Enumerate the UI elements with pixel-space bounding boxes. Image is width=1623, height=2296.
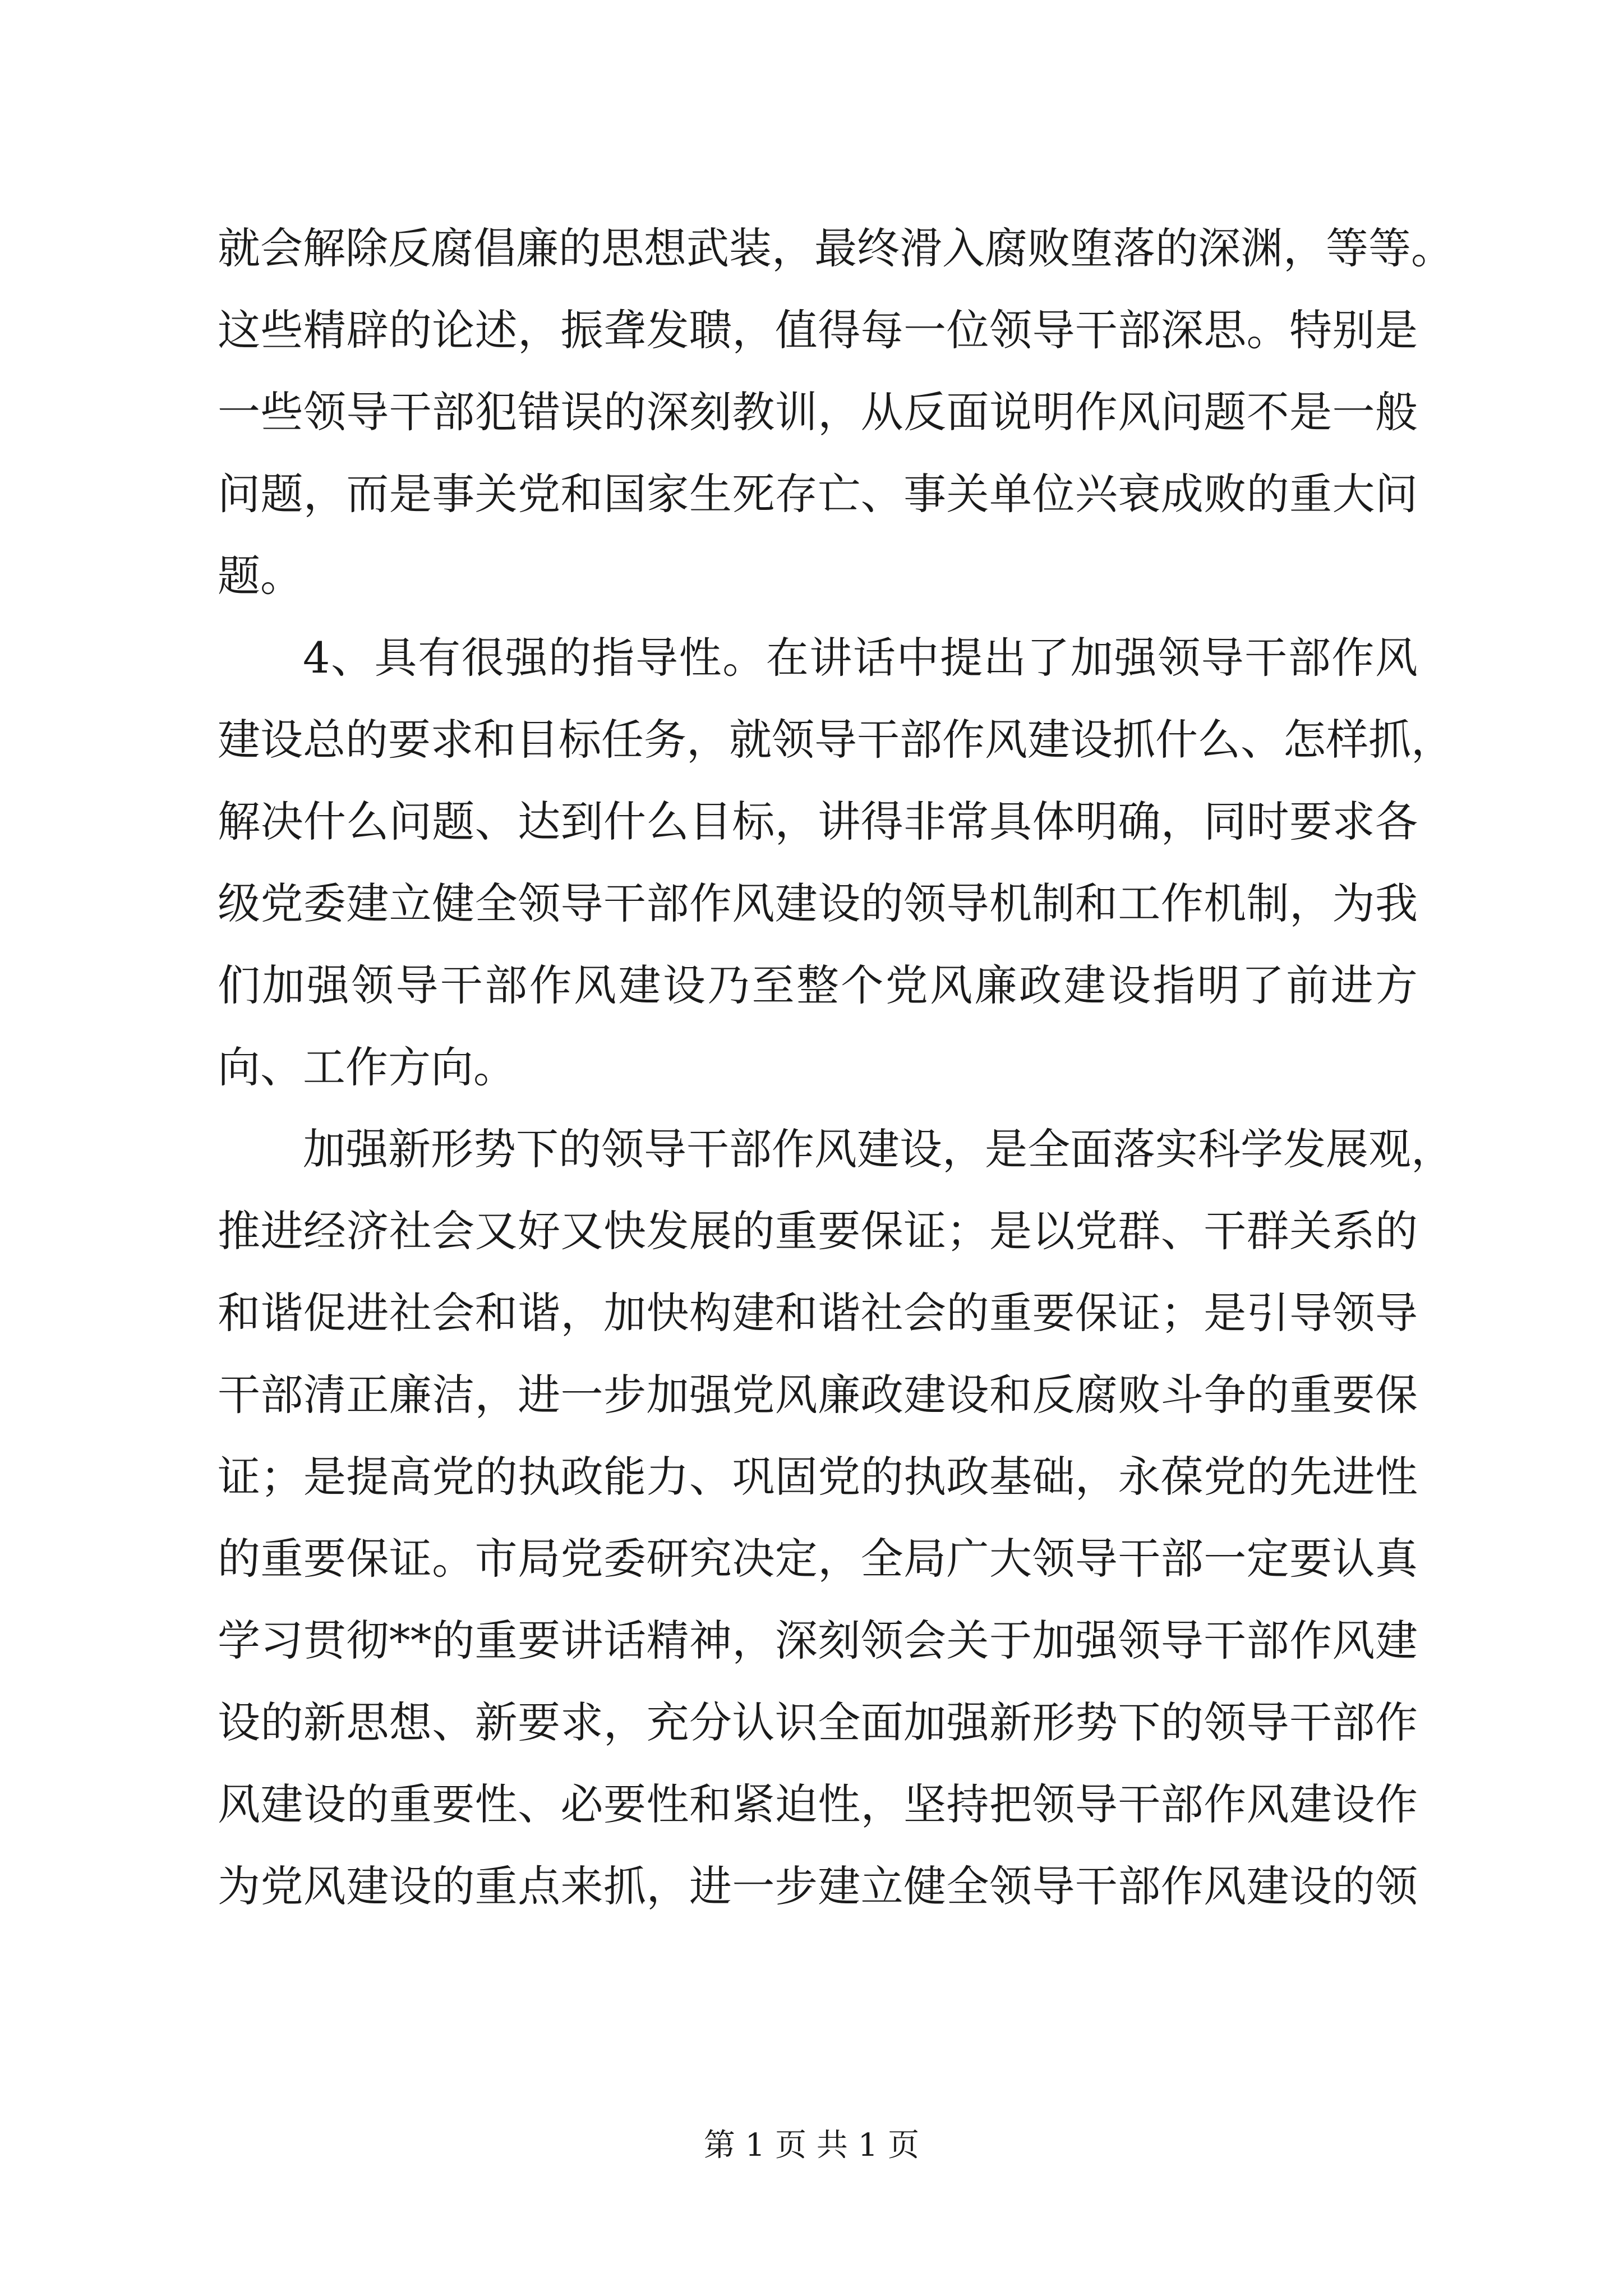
paragraph — [218, 617, 1454, 1108]
text-line: 和谐促进社会和谐，加快构建和谐社会的重要保证；是引导领导 — [218, 1288, 1418, 1338]
text-line: 问题，而是事关党和国家生死存亡、事关单位兴衰成败的重大问 — [218, 469, 1418, 519]
document-body — [218, 208, 1454, 1927]
text-line: 风建设的重要性、必要性和紧迫性，坚持把领导干部作风建设作 — [218, 1779, 1418, 1829]
text-line: 证；是提高党的执政能力、巩固党的执政基础，永葆党的先进性 — [218, 1452, 1418, 1502]
text-line: 建设总的要求和目标任务，就领导干部作风建设抓什么、怎样抓， — [218, 715, 1454, 765]
text-line: 干部清正廉洁，进一步加强党风廉政建设和反腐败斗争的重要保 — [218, 1370, 1418, 1420]
text-line: 为党风建设的重点来抓，进一步建立健全领导干部作风建设的领 — [218, 1861, 1418, 1911]
text-line: 们加强领导干部作风建设乃至整个党风廉政建设指明了前进方 — [218, 960, 1418, 1010]
text-line: 级党委建立健全领导干部作风建设的领导机制和工作机制，为我 — [218, 878, 1418, 928]
text-line: 题。 — [218, 551, 303, 601]
text-line: 解决什么问题、达到什么目标，讲得非常具体明确，同时要求各 — [218, 797, 1418, 846]
text-line: 就会解除反腐倡廉的思想武装，最终滑入腐败堕落的深渊，等等。 — [218, 223, 1454, 273]
text-line: 的重要保证。市局党委研究决定，全局广大领导干部一定要认真 — [218, 1534, 1418, 1584]
text-line: 加强新形势下的领导干部作风建设，是全面落实科学发展观， — [303, 1124, 1454, 1174]
text-line: 一些领导干部犯错误的深刻教训，从反面说明作风问题不是一般 — [218, 387, 1418, 437]
text-line: 学习贯彻**的重要讲话精神，深刻领会关于加强领导干部作风建 — [218, 1616, 1418, 1665]
text-line: 向、工作方向。 — [218, 1042, 516, 1092]
text-line: 4、具有很强的指导性。在讲话中提出了加强领导干部作风 — [303, 633, 1418, 683]
text-line: 推进经济社会又好又快发展的重要保证；是以党群、干群关系的 — [218, 1206, 1418, 1256]
paragraph — [218, 208, 1454, 617]
text-line: 这些精辟的论述，振聋发聩，值得每一位领导干部深思。特别是 — [218, 305, 1418, 355]
page-footer: 第 1 页 共 1 页 — [703, 2127, 920, 2164]
paragraph — [218, 1108, 1454, 1927]
text-line: 设的新思想、新要求，充分认识全面加强新形势下的领导干部作 — [218, 1697, 1418, 1747]
